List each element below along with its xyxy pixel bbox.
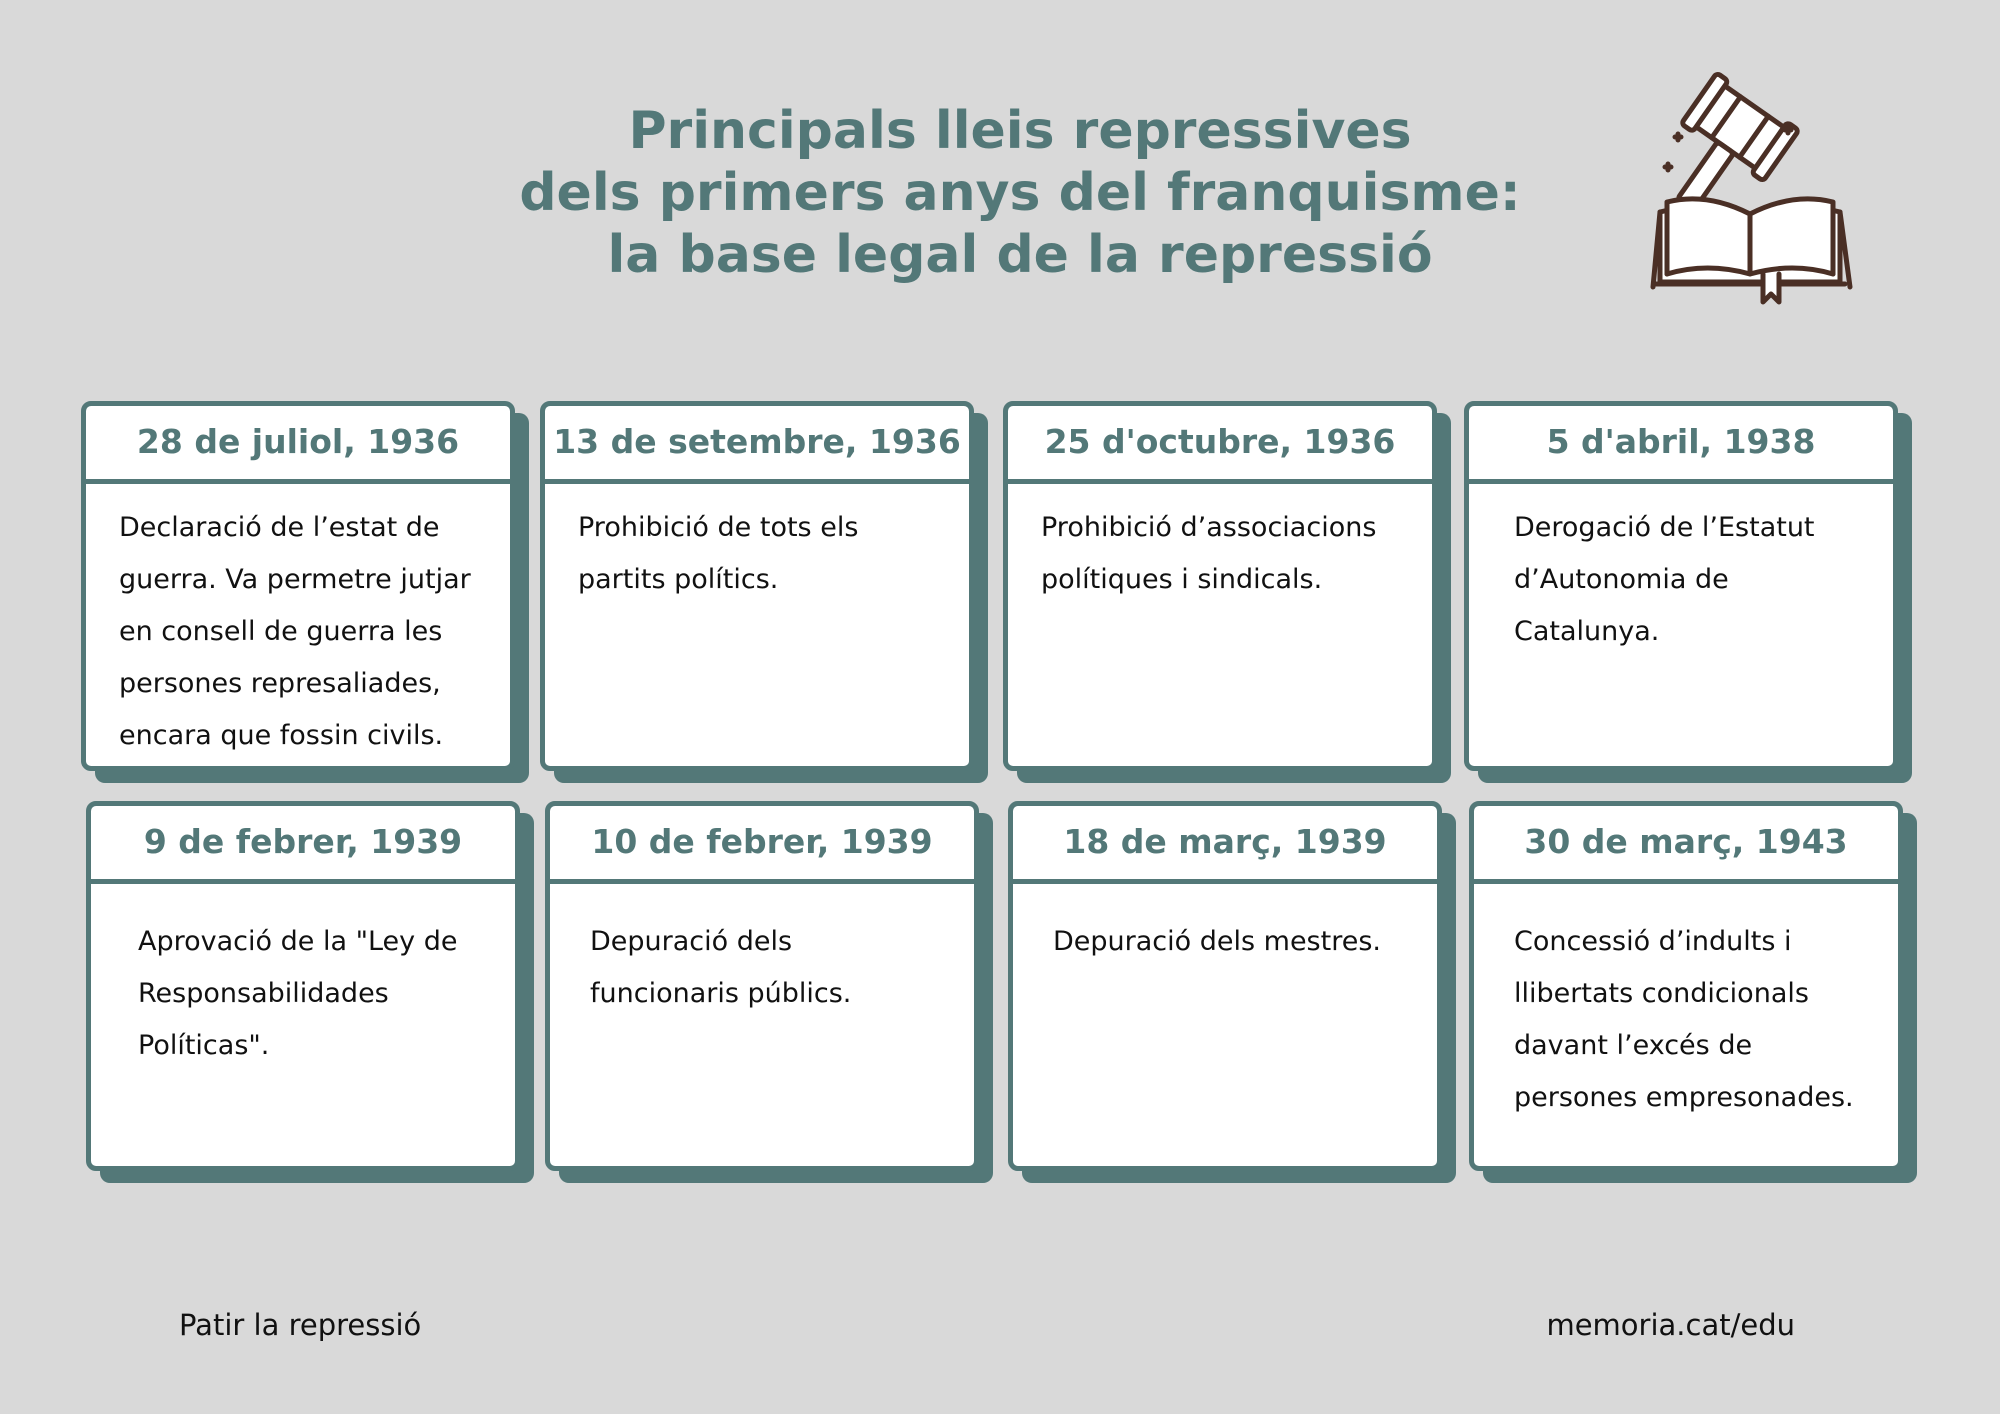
card-description: Depuració dels funcionaris públics. — [590, 926, 852, 1009]
card-date: 30 de març, 1943 — [1474, 806, 1898, 884]
card-description: Derogació de l’Estatut d’Autonomia de Catalunya. — [1514, 512, 1815, 647]
law-card-8 — [1469, 801, 1903, 1171]
card-description: Prohibició de tots els partits polítics. — [578, 512, 859, 595]
footer-left-text: Patir la repressió — [179, 1308, 422, 1342]
card-box — [1003, 401, 1437, 771]
title-line-1: Principals lleis repressives — [628, 101, 1412, 161]
card-box — [1008, 801, 1442, 1171]
card-date: 9 de febrer, 1939 — [91, 806, 515, 884]
card-description: Aprovació de la "Ley de Responsabilidades Políticas". — [138, 926, 458, 1061]
gavel-book-icon — [1645, 62, 1865, 312]
footer-right-link[interactable]: memoria.cat/edu — [1546, 1308, 1795, 1342]
law-card-5 — [86, 801, 520, 1171]
card-box — [86, 801, 520, 1171]
card-box — [1464, 401, 1898, 771]
card-box — [81, 401, 515, 771]
title-line-2: dels primers anys del franquisme: — [519, 163, 1521, 223]
card-box — [545, 801, 979, 1171]
law-card-4 — [1464, 401, 1898, 771]
law-card-6 — [545, 801, 979, 1171]
law-card-1 — [81, 401, 515, 771]
card-box — [540, 401, 974, 771]
card-date: 25 d'octubre, 1936 — [1008, 406, 1432, 484]
card-date: 13 de setembre, 1936 — [545, 406, 969, 484]
card-description: Concessió d’indults i llibertats condicionals davant l’excés de persones empresonades. — [1514, 926, 1854, 1113]
card-date: 18 de març, 1939 — [1013, 806, 1437, 884]
title-line-3: la base legal de la repressió — [607, 225, 1433, 285]
law-card-2 — [540, 401, 974, 771]
card-date: 28 de juliol, 1936 — [86, 406, 510, 484]
card-description: Declaració de l’estat de guerra. Va permetre jutjar en consell de guerra les persones represaliades, encara que fossin civils. — [119, 512, 471, 751]
card-description: Prohibició d’associacions polítiques i sindicals. — [1041, 512, 1377, 595]
card-box — [1469, 801, 1903, 1171]
card-date: 10 de febrer, 1939 — [550, 806, 974, 884]
law-card-3 — [1003, 401, 1437, 771]
card-date: 5 d'abril, 1938 — [1469, 406, 1893, 484]
card-description: Depuració dels mestres. — [1053, 926, 1381, 957]
law-card-7 — [1008, 801, 1442, 1171]
